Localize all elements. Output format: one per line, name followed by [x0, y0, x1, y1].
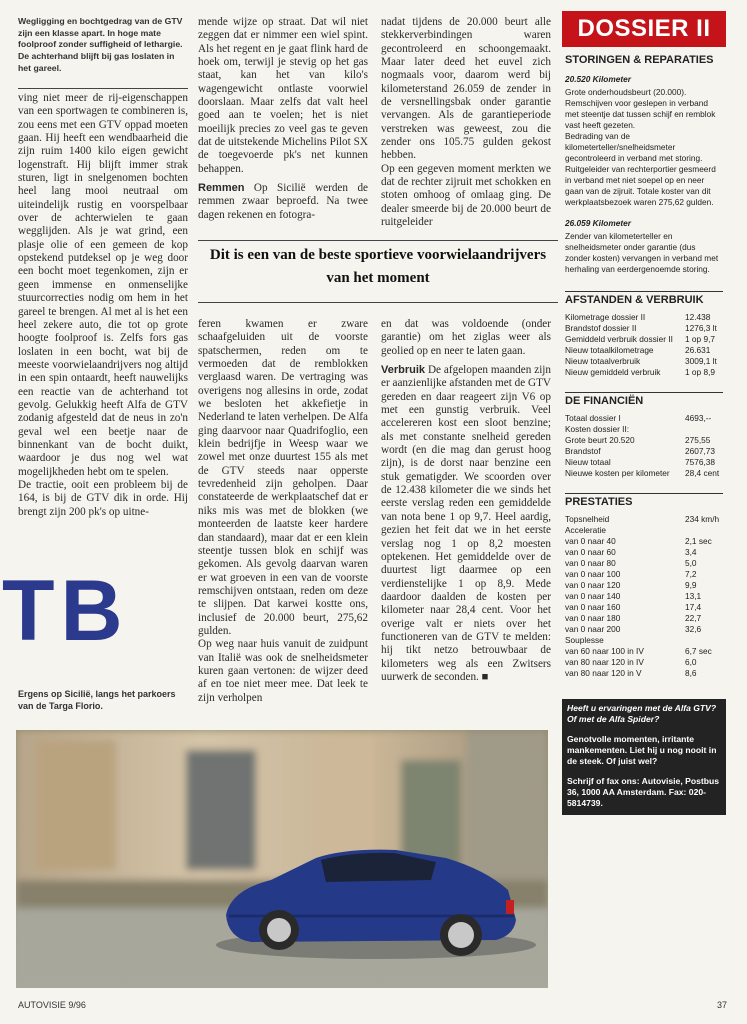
remmen-text: Op Sicilië werden de remmen zwaar beproefd. Na twee dagen rekenen en fotogra- [198, 182, 368, 221]
afstanden-table [562, 312, 726, 378]
table-row: van 0 naar 80 5,0 [565, 558, 697, 568]
col1-paragraph-1: ving niet meer de rij-eigenschappen van een sportwagen te combineren is, zou eens met een GTV oppad moeten gaan. Hij heeft een wendbaarheid die zijn ruim 1400 kilo eigen gewicht logenstraft. Hij blijft immer strak sturen, ligt in snelgenomen bochten heel lang mooi neutraal om uiteindelijk rustig en voorspelbaar over de achterwielen te gaan wegglijden. Als je wat grind, een plasje olie of een gemeen de kop opstekend putdeksel op je weg door een bocht moet tegenkomen, zijn er geen immense en onmenselijke stuurcorrecties nodig om hem in het gareel te brengen. Al met al is het een heel zekere auto, die tot op grote hoogte foolproof is. Zelfs fors gas loslaten in een bocht, wat bij de meeste voorwielaandrijvers nog altijd in een spin ontaardt, heeft nauwelijks een reactie van de achterhand tot gevolg. Gelukkig heeft Alfa de GTV zodanig afgesteld dat de neus in zo'n geval wel een beetje naar de binnenkant van de bocht duikt, waardoor je dus nog wel wat mogelijkheden hebt om te spelen. [18, 92, 188, 478]
table-row: Topsnelheid 234 km/h [565, 514, 720, 524]
table-row: Kilometrage dossier II 12.438 [565, 312, 711, 322]
column-1 [18, 92, 188, 519]
verbruik-heading: Verbruik [381, 364, 426, 377]
table-row: Brandstof 2607,73 [565, 446, 715, 456]
col2-paragraph-2: feren kwamen er zware schaafgeluiden uit de voorste spatschermen, reden om te vermoeden dat de remblokken verglaasd waren. De vertraging was overigens nog allesins in orde, zodat we besloten het akkefietje in Nederland te laten verhelpen. De Alfa ging daarvoor naar Quadrifoglio, een klein bedrijfje in Weesp waar we zowel met onze duurtest 155 als met de GTV steeds naar opperste tevredenheid zijn geholpen. Daar constateerde de werkplaatschef dat er niks mis was met de blokken (we monteerden de laatste keer hardere dan standaard), maar dat er een klein steentje tussen blok en schijf was gekomen. Als gevolg daarvan waren er wat groeven in een van de voorste remschijven ontstaan, reden om deze te slijpen. Dat karwei kostte ons, inclusief de 20.000 beurt, 275,62 gulden. [198, 318, 368, 637]
souplesse-label: Souplesse [565, 635, 604, 645]
col3-paragraph-3: en dat was voldoende (onder garantie) om het ziglas weer als geolied op en neer te laten gaan. [381, 318, 551, 357]
storingen-text-2: Zender van kilometerteller en snelheidsmeter onder garantie (dus zonder kosten) vervangen in verband met herhaling van eerdergenoemde storing. [565, 231, 719, 274]
table-row: Nieuw totaal 7576,38 [565, 457, 715, 467]
col3-paragraph-1: nadat tijdens de 20.000 beurt alle stekkerverbindingen waren gecontroleerd en schoongemaakt. Maar later deed het euvel zich nogmaals voor, daarom werd bij kilometerstand 26.059 de zender in de versnellingsbak onder garantie vervangen. Als de garantieperiode verstreken was geweest, zou die zender ons 105.75 gulden gekost hebben. [381, 16, 551, 162]
table-row: Grote beurt 20.520 275,55 [565, 435, 711, 445]
page-number: 37 [716, 1000, 727, 1010]
table-row: van 0 naar 180 22,7 [565, 613, 702, 623]
table-row: van 80 naar 120 in V 8,6 [565, 668, 697, 678]
financien-table [562, 413, 726, 479]
table-row: Brandstof dossier II 1276,3 lt [565, 323, 717, 333]
prestaties-heading: PRESTATIES [565, 493, 723, 508]
intro-rule [18, 88, 188, 89]
col1-paragraph-2: De tractie, ooit een probleem bij de 164, is bij de GTV dik in orde. Hij brengt zijn 200 pk's op uitne- [18, 478, 188, 518]
dossier-title: DOSSIER II [562, 11, 726, 47]
table-row: van 80 naar 120 in IV 6,0 [565, 657, 697, 667]
footer-magazine: AUTOVISIE 9/96 [18, 1000, 86, 1010]
callout-contact: Schrijf of fax ons: Autovisie, Postbus 36, 1000 AA Amsterdam. Fax: 020-5814739. [567, 776, 720, 808]
storingen-text-1: Grote onderhoudsbeurt (20.000). Remschijven voor geslepen in verband met steentje dat tussen schijf en remblok vast heeft gezeten. Bedrading van de kilometerteller/snelheidsmeter gecontroleerd in verband met storing. Ruitgeleider van rechterportier gesmeerd in verband met niet soepel op en neer gaan van de zijruit. Totale koster van dit werkplaatsbezoek waren 275,62 gulden. [565, 87, 716, 207]
table-row: Nieuw gemiddeld verbruik 1 op 8,9 [565, 367, 715, 377]
table-row: van 0 naar 200 32,6 [565, 624, 702, 634]
storingen-heading: STORINGEN & REPARATIES [565, 54, 714, 66]
photo-caption: Ergens op Sicilië, langs het parkoers van de Targa Florio. [18, 689, 176, 711]
col2-paragraph-1: mende wijze op straat. Dat wil niet zeggen dat er nimmer een wiel spint. Als het regent en je gaat flink hard de hoek om, terwijl je stevig op het gas staat, kan het van kilo's wagengewicht ontlaste voorwiel doorslaan. Maar zelfs dat valt heel goed aan te voelen; het is niet moeilijk precies zo veel gas te geven dat de uitstekende Michelins Pilot SX de toegevoerde pk's net kunnen behappen. [198, 16, 368, 175]
table-row: van 0 naar 40 2,1 sec [565, 536, 712, 546]
financien-heading: DE FINANCIËN [565, 392, 723, 407]
column-3-top [381, 16, 551, 230]
table-row: Totaal dossier I 4693,-- [565, 413, 712, 423]
column-2-bottom [198, 318, 368, 705]
callout-body: Genotvolle momenten, irritante mankementen. Liet hij u nog nooit in de steek. Of juist wel? [567, 734, 717, 766]
table-row: van 0 naar 140 13,1 [565, 591, 702, 601]
table-row: van 0 naar 120 9,9 [565, 580, 697, 590]
callout-question: Heeft u ervaringen met de Alfa GTV? Of met de Alfa Spider? [567, 703, 717, 724]
pullquote-rule-bottom [198, 302, 558, 303]
reader-callout [562, 699, 726, 815]
storingen-sub-1: 20.520 Kilometer [565, 74, 631, 84]
table-row: van 0 naar 160 17,4 [565, 602, 702, 612]
remmen-heading: Remmen [198, 182, 245, 195]
table-row: Gemiddeld verbruik dossier II 1 op 9,7 [565, 334, 715, 344]
prestaties-table [562, 514, 726, 679]
headline-fragment: TB [2, 563, 129, 659]
col3-paragraph-2: Op een gegeven moment merkten we dat de rechter zijruit met schokken en stoten omhoog of omlaag ging. De dealer smeerde bij de 20.000 beurt de ruitgeleider [381, 162, 551, 229]
table-row: van 0 naar 100 7,2 [565, 569, 697, 579]
table-row: van 60 naar 100 in IV 6,7 sec [565, 646, 712, 656]
column-2-top [198, 16, 368, 222]
col2-paragraph-3: Op weg naar huis vanuit de zuidpunt van Italië was ook de snelheidsmeter kuren gaan vertonen: de wijzer deed af en toe niet meer mee. Dat leek te zijn verholpen [198, 638, 368, 704]
table-row: van 0 naar 60 3,4 [565, 547, 697, 557]
afstanden-heading: AFSTANDEN & VERBRUIK [565, 291, 723, 306]
verbruik-text: De afgelopen maanden zijn er aanzienlijke afstanden met de GTV gereden en daar reageert zijn V6 op met een gunstig verbruik. Veel accelereren kost een sloot benzine; als met constante snelheid gereden wordt (en die mag dan gerust hoog zijn), is de dorst naar benzine een stuk gematigder. We scoorden over de 12.438 kilometer die we sinds het eerste verslag reden een gemiddelde van nota bene 1 op 9,7. Heel aardig, gezien het feit dat we in het eerste verslag nog 1 op 8,2 moesten optekenen. Het gemiddelde over de duurtest ligt daarmee op een verdienstelijke 1 op 8,9. Mede daardoor daalden de kosten per kilometer naar 28,4 cent. Voor het overige valt er niets over het functioneren van de GTV te melden: hij tikt netzo betrouwbaar de kilometers weg als een Zwitsers uurwerk de seconden. [381, 364, 552, 683]
table-row: Nieuw totaalverbruik 3009,1 lt [565, 356, 717, 366]
table-row: Nieuwe kosten per kilometer 28,4 cent [565, 468, 720, 478]
pull-quote: Dit is een van de beste sportieve voorwielaandrijvers van het moment [209, 247, 547, 286]
table-row: Kosten dossier II: [565, 424, 630, 434]
end-mark-icon: ■ [481, 670, 489, 683]
storingen-sub-2: 26.059 Kilometer [565, 218, 631, 228]
table-row: Nieuw totaalkilometrage 26.631 [565, 345, 711, 355]
car-photo-illustration [16, 730, 548, 988]
intro-lead: Wegligging en bochtgedrag van de GTV zijn een klasse apart. In hoge mate foolproof zonder suffigheid of lethargie. De achterhand blijft bij gas loslaten in het gareel. [18, 16, 183, 73]
acceleratie-label: Acceleratie [565, 525, 607, 535]
pullquote-rule-top [198, 240, 558, 241]
car-photo [16, 730, 548, 988]
column-3-bottom [381, 318, 551, 684]
dossier-sidebar [562, 11, 726, 815]
